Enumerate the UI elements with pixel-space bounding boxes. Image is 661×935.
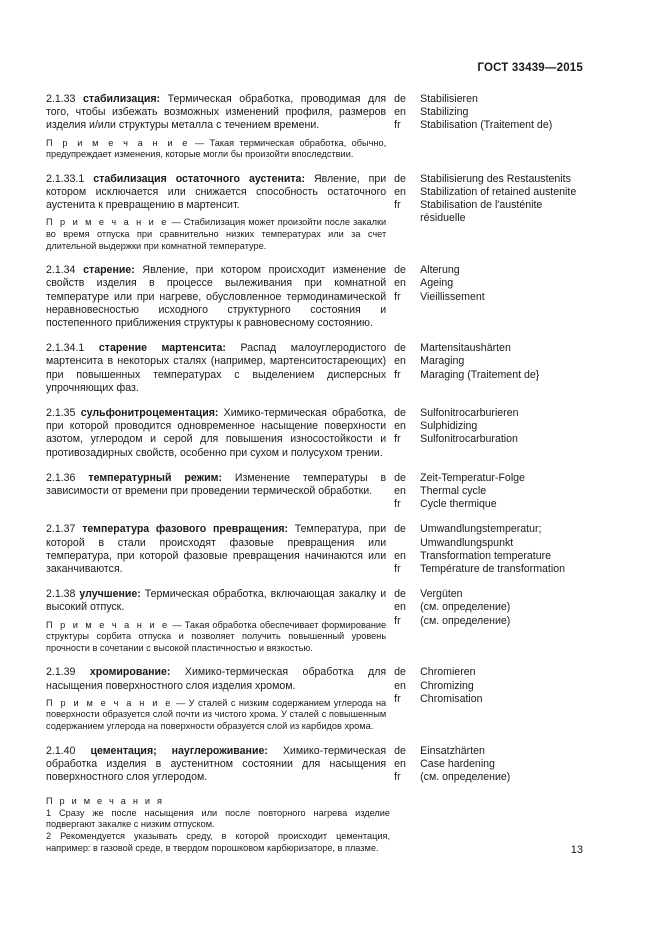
term-name: стабилизация: <box>83 93 161 105</box>
term-definition-block <box>46 745 386 785</box>
language-code: en <box>394 485 406 498</box>
term-paragraph <box>46 472 386 498</box>
term-paragraph <box>46 264 386 330</box>
term-number: 2.1.36 <box>46 471 76 484</box>
term-name: улучшение: <box>79 588 141 601</box>
term-definition: Химико-термическая обработка для насыщения поверхностного слоя изделия хромом. <box>46 666 387 692</box>
language-code: fr <box>394 368 401 381</box>
translation-text: Sulfonitrocarburieren <box>420 407 519 420</box>
translation-text: Zeit-Temperatur-Folge <box>420 471 525 484</box>
translation-text: Vergüten <box>420 588 463 601</box>
term-definition: Химико-термическая обработка изделия в аустенитном состоянии для насыщения поверхностного слоя углеродом. <box>46 744 387 784</box>
translation-line <box>394 342 586 355</box>
note-text: — Такая термическая обработка, обычно, предупреждает изменения, которые могли бы произойти впоследствии. <box>46 137 387 160</box>
language-code: de <box>394 172 406 185</box>
language-code: en <box>394 601 406 614</box>
final-notes-title: П р и м е ч а н и я <box>46 796 165 807</box>
term-definition: Температура, при которой в стали происходят фазовые превращения или температура, при которой фазовые превращения начинаются или заканчиваются. <box>46 523 387 576</box>
term-paragraph <box>46 666 386 692</box>
term-name: хромирование: <box>89 666 171 679</box>
language-code: en <box>394 549 406 562</box>
translations <box>394 93 586 161</box>
translation-text: Cycle thermique <box>420 498 497 511</box>
translation-text: (см. определение) <box>420 771 511 784</box>
term-paragraph <box>46 523 386 576</box>
translations <box>394 523 586 576</box>
final-notes <box>46 796 390 854</box>
final-note-item-1: 1 Сразу же после насыщения или после повторного нагрева изделие подвергают закалке с низким отпуском. <box>46 807 390 830</box>
term-entry <box>46 588 586 654</box>
language-code: de <box>394 342 406 355</box>
translation-text: (см. определение) <box>420 614 511 627</box>
translation-line <box>394 693 586 706</box>
term-number: 2.1.33 <box>46 93 76 105</box>
translation-line <box>394 680 586 693</box>
translations <box>394 745 586 785</box>
translations <box>394 407 586 460</box>
translation-text: Ageing <box>420 277 454 290</box>
language-code: de <box>394 407 406 420</box>
term-definition-block <box>46 523 386 576</box>
term-definition: Распад малоуглеродистого мартенсита в некоторых сталях (например, мартенситостареющих) при повышенных температурах с выделением дисперсных упрочняющих фаз. <box>46 342 387 394</box>
translation-line <box>394 119 586 132</box>
translation-line <box>394 199 586 225</box>
term-definition-block <box>46 472 386 512</box>
term-definition: Изменение температуры в зависимости от времени при проведении термической обработки. <box>46 471 387 498</box>
term-entry <box>46 472 586 512</box>
translation-line <box>394 588 586 601</box>
term-definition: Химико-термическая обработка, при которой проводится одновременное насыщение поверхности азотом, углеродом и серой для повышения износостойкости и противозадирных свойств, особенно при сухом и полусухом трении. <box>46 407 387 459</box>
translations <box>394 588 586 654</box>
translation-line <box>394 472 586 485</box>
translation-line <box>394 601 586 614</box>
language-code: en <box>394 355 406 368</box>
translations <box>394 472 586 512</box>
translations <box>394 342 586 395</box>
translation-text: Stabilization of retained austenite <box>420 186 577 198</box>
term-entry <box>46 264 586 330</box>
language-code: en <box>394 757 406 770</box>
translation-line <box>394 771 586 784</box>
term-number: 2.1.33.1 <box>46 172 85 185</box>
translation-text: Umwandlungstemperatur; Umwandlungspunkt <box>420 523 542 549</box>
terms-list <box>46 93 586 854</box>
translation-line <box>394 758 586 771</box>
term-entry <box>46 93 586 161</box>
language-code: en <box>394 186 406 198</box>
language-code: de <box>394 264 406 277</box>
language-code: fr <box>394 433 401 446</box>
translation-text: Stabilizing <box>420 106 469 119</box>
translation-text: Transformation temperature <box>420 549 552 562</box>
term-number: 2.1.37 <box>46 523 76 536</box>
term-name: температура фазового превращения: <box>82 523 289 536</box>
term-definition-block <box>46 342 386 395</box>
language-code: de <box>394 523 406 536</box>
term-definition-block <box>46 93 386 161</box>
page-number: 13 <box>570 844 583 856</box>
translation-text: Sulphidizing <box>420 420 478 433</box>
language-code: de <box>394 93 406 105</box>
final-note-item-2: 2 Рекомендуется указывать среду, в которой происходит цементация, например: в газовой среде, в твердом порошковом карбюризаторе, в плазме. <box>46 831 390 853</box>
translation-line <box>394 355 586 368</box>
translation-line <box>394 369 586 382</box>
language-code: de <box>394 666 406 679</box>
term-note <box>46 698 386 733</box>
term-paragraph <box>46 173 386 213</box>
term-definition-block <box>46 407 386 460</box>
translation-text: Thermal cycle <box>420 485 487 498</box>
term-entry <box>46 342 586 395</box>
note-label: П р и м е ч а н и е <box>46 137 190 148</box>
translation-text: Température de transformation <box>420 563 566 576</box>
translations <box>394 666 586 732</box>
translation-line <box>394 498 586 511</box>
translation-line <box>394 106 586 119</box>
translation-line <box>394 615 586 628</box>
term-number: 2.1.35 <box>46 407 76 420</box>
translation-text: Vieillissement <box>420 290 485 303</box>
note-label: П р и м е ч а н и е <box>46 697 173 708</box>
translation-line <box>394 93 586 106</box>
term-definition-block <box>46 588 386 654</box>
term-note <box>46 620 386 655</box>
translation-text: Einsatzhärten <box>420 744 485 757</box>
translation-text: (см. определение) <box>420 601 511 614</box>
language-code: en <box>394 106 406 119</box>
translation-text: Stabilisieren <box>420 93 478 105</box>
language-code: fr <box>394 563 401 576</box>
translation-text: Chromizing <box>420 679 474 692</box>
term-name: цементация; науглероживание: <box>90 744 268 757</box>
language-code: en <box>394 420 406 433</box>
term-number: 2.1.34.1 <box>46 342 85 355</box>
language-code: en <box>394 277 406 290</box>
term-number: 2.1.38 <box>46 588 76 601</box>
note-text: — Такая обработка обеспечивает формирование структуры сорбита отпуска и позволяет получить повышенный уровень прочности в сочетании с высокой пластичностью и вязкостью. <box>46 619 387 653</box>
language-code: fr <box>394 119 401 132</box>
translation-line <box>394 550 586 563</box>
translation-text: Stabilisation (Traitement de) <box>420 119 553 132</box>
translation-line <box>394 433 586 446</box>
term-definition-block <box>46 666 386 732</box>
translation-text: Stabilisierung des Restaustenits <box>420 172 571 185</box>
translation-line <box>394 277 586 290</box>
note-text: — Стабилизация может произойти после закалки во время отпуска при сравнительно низких температурах или за счет длительной выдержки при комнатной температуре. <box>46 217 387 251</box>
note-label: П р и м е ч а н и е <box>46 619 170 630</box>
translation-text: Maraging (Traitement de} <box>420 368 540 381</box>
term-number: 2.1.40 <box>46 744 76 757</box>
term-paragraph <box>46 588 386 614</box>
language-code: fr <box>394 498 401 511</box>
language-code: fr <box>394 692 401 705</box>
language-code: fr <box>394 771 401 784</box>
translation-text: Martensitaushärten <box>420 342 511 355</box>
translation-line <box>394 523 586 549</box>
term-entry <box>46 407 586 460</box>
term-definition: Явление, при котором исключается или снижается способность остаточного аустенита к превращению в мартенсит. <box>46 172 387 212</box>
term-name: температурный режим: <box>88 471 222 484</box>
term-name: сульфонитроцементация: <box>80 407 219 420</box>
term-definition-block <box>46 173 386 252</box>
term-entry <box>46 745 586 785</box>
translation-text: Case hardening <box>420 757 495 770</box>
translations <box>394 264 586 330</box>
translation-line <box>394 173 586 186</box>
document-id: ГОСТ 33439—2015 <box>477 62 583 74</box>
term-note <box>46 138 386 161</box>
translations <box>394 173 586 252</box>
translation-line <box>394 186 586 199</box>
translation-text: Alterung <box>420 264 460 277</box>
term-number: 2.1.34 <box>46 264 76 277</box>
translation-text: Sulfonitrocarburation <box>420 433 518 446</box>
language-code: de <box>394 744 406 757</box>
term-note <box>46 217 386 252</box>
translation-text: Stabilisation de l'austénite résiduelle <box>420 199 543 225</box>
term-entry <box>46 666 586 732</box>
term-name: старение: <box>83 264 135 277</box>
note-text: — У сталей с низким содержанием углерода на поверхности образуется слой почти из чистого хрома. У сталей с повышенным содержанием углерода на поверхности образуется слой из карбидов хрома. <box>46 697 387 732</box>
translation-line <box>394 291 586 304</box>
translation-line <box>394 745 586 758</box>
translation-text: Chromieren <box>420 666 476 679</box>
term-entry <box>46 523 586 576</box>
language-code: de <box>394 471 406 484</box>
term-paragraph <box>46 342 386 395</box>
translation-text: Maraging <box>420 355 465 368</box>
translation-line <box>394 666 586 679</box>
term-number: 2.1.39 <box>46 666 76 679</box>
term-definition: Явление, при котором происходит изменение свойств изделия в процессе вылеживания при комнатной температуре или при нагреве, обусловленное термодинамической неравновесностью исходного структурного состояния и постепенного приближения структуры к равновесному состоянию. <box>46 264 387 329</box>
term-paragraph <box>46 407 386 460</box>
term-name: стабилизация остаточного аустенита: <box>93 172 305 185</box>
term-name: старение мартенсита: <box>98 342 226 355</box>
language-code: de <box>394 588 406 601</box>
language-code: fr <box>394 199 401 212</box>
translation-line <box>394 485 586 498</box>
translation-line <box>394 563 586 576</box>
note-label: П р и м е ч а н и е <box>46 217 169 228</box>
translation-line <box>394 407 586 420</box>
translation-line <box>394 420 586 433</box>
term-definition: Термическая обработка, проводимая для того, чтобы избежать возможных изменений профиля, размеров изделия и/или структуры металла с течением времени. <box>46 93 387 132</box>
term-paragraph <box>46 745 386 785</box>
translation-line <box>394 264 586 277</box>
language-code: fr <box>394 614 401 627</box>
term-definition-block <box>46 264 386 330</box>
language-code: en <box>394 679 406 692</box>
language-code: fr <box>394 290 401 303</box>
term-definition: Термическая обработка, включающая закалку и высокий отпуск. <box>46 588 387 614</box>
translation-text: Chromisation <box>420 692 483 705</box>
term-paragraph <box>46 93 386 133</box>
term-entry <box>46 173 586 252</box>
